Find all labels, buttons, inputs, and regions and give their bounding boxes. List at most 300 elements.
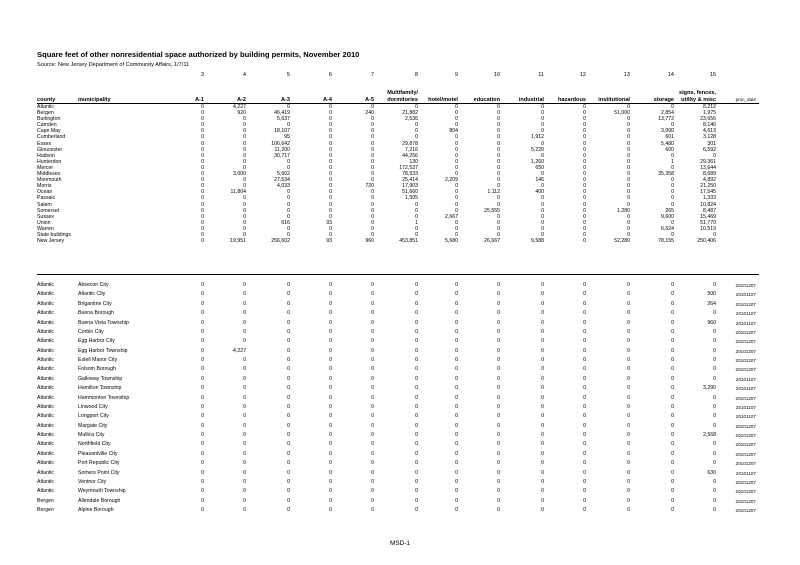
cell-institutional: 0 [627,282,630,288]
cell-a2: 0 [243,403,246,410]
column-number-14: 14 [667,72,674,78]
cell-a5: 0 [371,357,374,363]
cell-storage: 0 [671,441,674,448]
cell-a2: 0 [243,300,246,307]
cell-institutional: 0 [627,213,630,220]
cell-hazardous: 0 [583,432,586,438]
cell-hotel-motel: 0 [455,478,458,485]
proc-date: 20101207 [735,329,756,335]
municipality-name: Absecon City [78,282,109,288]
cell-a4: 0 [329,469,332,476]
cell-a4: 0 [329,134,332,141]
cell-multifamily: 0 [415,450,418,457]
municipality-name: Corbin City [78,328,104,335]
cell-hazardous: 0 [583,134,586,141]
cell-institutional: 0 [627,158,630,165]
cell-a1: 0 [201,310,204,317]
cell-a1: 0 [201,432,204,438]
cell-industrial: 0 [541,338,544,345]
cell-hotel-motel: 804 [449,128,458,135]
cell-a1: 0 [201,122,204,129]
cell-a2: 0 [243,375,246,382]
municipality-name: Ventnor City [78,478,107,485]
county-name: Atlantic [37,357,55,363]
cell-a2: 0 [243,432,246,438]
cell-storage: 0 [671,195,674,202]
cell-a3: 0 [287,310,290,317]
cell-storage: 0 [671,152,674,159]
cell-storage: 0 [671,478,674,485]
cell-multifamily: 0 [415,207,418,214]
cell-hotel-motel: 0 [455,328,458,335]
cell-industrial: 0 [541,328,544,335]
cell-institutional: 0 [627,441,630,448]
cell-multifamily: 0 [415,385,418,392]
cell-multifamily: 0 [415,432,418,438]
cell-a3: 0 [287,432,290,438]
cell-institutional: 0 [627,177,630,184]
cell-education: 0 [497,366,500,373]
cell-hotel-motel: 0 [455,497,458,504]
cell-industrial: 0 [541,140,544,147]
cell-education: 0 [497,140,500,147]
cell-education: 0 [497,164,500,171]
cell-hotel-motel: 0 [455,140,458,147]
cell-a1: 0 [201,375,204,382]
municipality-name: Hammonton Township [78,394,130,401]
cell-hotel-motel: 0 [455,310,458,317]
cell-multifamily: 0 [415,213,418,220]
column-number-15: 15 [709,72,716,78]
cell-industrial: 0 [541,122,544,129]
proc-date: 20101207 [735,498,756,504]
cell-hotel-motel: 0 [455,441,458,448]
table-row [0,403,800,412]
cell-a2: 0 [243,116,246,123]
cell-hazardous: 0 [583,104,586,110]
cell-hazardous: 0 [583,183,586,190]
cell-hotel-motel: 0 [455,171,458,178]
cell-storage: 0 [671,310,674,317]
cell-a3: 0 [287,469,290,476]
cell-a3: 0 [287,291,290,298]
cell-industrial: 650 [535,164,544,171]
cell-a2: 0 [243,134,246,141]
table-row [0,319,800,328]
cell-hazardous: 0 [583,140,586,147]
cell-hotel-motel: 0 [455,291,458,298]
cell-storage: 0 [671,300,674,307]
cell-a3: 616 [281,219,290,226]
cell-a3: 0 [287,338,290,345]
column-number-row [0,72,800,80]
cell-hazardous: 0 [583,219,586,226]
cell-hazardous: 0 [583,128,586,135]
cell-a2: 0 [243,338,246,345]
cell-a4: 0 [329,291,332,298]
cell-a1: 0 [201,357,204,363]
cell-institutional: 0 [627,291,630,298]
county-name: Cape May [37,128,61,135]
cell-a4: 0 [329,375,332,382]
table-row [0,506,800,515]
cell-a3: 0 [287,497,290,504]
cell-multifamily: 1,505 [405,195,418,202]
cell-education: 0 [497,441,500,448]
cell-industrial: 0 [541,347,544,354]
county-name: Atlantic [37,488,55,495]
cell-a4: 0 [329,488,332,495]
cell-signs-utility-misc: 0 [713,347,716,354]
cell-a4: 0 [329,338,332,345]
cell-hotel-motel: 0 [455,195,458,202]
cell-institutional: 0 [627,375,630,382]
cell-a5: 0 [371,413,374,420]
cell-education: 0 [497,219,500,226]
cell-a4: 0 [329,450,332,457]
cell-a1: 0 [201,291,204,298]
municipality-name: Buena Borough [78,310,115,317]
cell-a3: 0 [287,328,290,335]
cell-education: 0 [497,460,500,467]
cell-multifamily: 1 [415,219,418,226]
cell-education: 0 [497,469,500,476]
cell-a1: 0 [201,177,204,184]
cell-storage: 1 [671,158,674,165]
cell-signs-utility-misc: 0 [713,366,716,373]
cell-storage: 3,000 [661,128,674,135]
cell-storage: 0 [671,183,674,190]
municipality-name: Allendale Borough [78,497,121,504]
column-number-3: 3 [200,72,204,78]
cell-signs-utility-misc: 10,824 [700,201,716,208]
county-name: Ocean [37,189,53,196]
column-number-7: 7 [370,72,374,78]
cell-hazardous: 0 [583,366,586,373]
cell-a4: 0 [329,128,332,135]
cell-hotel-motel: 0 [455,403,458,410]
table-row [0,422,800,431]
cell-education: 0 [497,195,500,202]
proc-date: 20101207 [735,395,756,401]
table-row [0,459,800,468]
municipality-name: Northfield City [78,441,111,448]
cell-a5: 0 [371,450,374,457]
cell-hazardous: 0 [583,488,586,495]
proc-date: 20101207 [735,301,756,307]
cell-storage: 0 [671,338,674,345]
county-row [0,238,800,244]
cell-a5: 0 [371,394,374,401]
cell-hazardous: 0 [583,394,586,401]
cell-storage: 0 [671,177,674,184]
cell-storage: 0 [671,357,674,363]
cell-a4: 0 [329,183,332,190]
cell-a4: 0 [329,171,332,178]
cell-a5: 0 [371,291,374,298]
cell-signs-utility-misc: 6,592 [703,146,716,153]
cell-a1: 0 [201,282,204,288]
cell-signs-utility-misc: 960 [707,319,716,326]
cell-signs-utility-misc: 0 [713,282,716,288]
cell-a3: 27,534 [274,177,290,184]
cell-hazardous: 0 [583,177,586,184]
cell-a5: 0 [371,195,374,202]
cell-a2: 0 [243,225,246,232]
cell-a3: 0 [287,488,290,495]
cell-industrial: 0 [541,207,544,214]
cell-a4: 0 [329,347,332,354]
cell-industrial: 0 [541,375,544,382]
cell-a3: 0 [287,422,290,429]
cell-signs-utility-misc: 0 [713,497,716,504]
cell-institutional: 0 [627,122,630,129]
cell-hotel-motel: 0 [455,116,458,123]
header-municipality: municipality [78,97,111,103]
cell-education: 0 [497,116,500,123]
cell-multifamily: 0 [415,310,418,317]
cell-hotel-motel: 0 [455,347,458,354]
cell-multifamily: 0 [415,319,418,326]
cell-industrial: 0 [541,201,544,208]
cell-industrial: 0 [541,394,544,401]
cell-hotel-motel: 0 [455,300,458,307]
cell-storage: 0 [671,282,674,288]
cell-a3: 0 [287,394,290,401]
cell-institutional: 51,000 [614,110,630,117]
cell-a3: 0 [287,385,290,392]
table-row [0,450,800,459]
cell-storage: 0 [671,122,674,129]
cell-education: 0 [497,310,500,317]
cell-a5: 0 [371,300,374,307]
column-number-13: 13 [623,72,630,78]
cell-hazardous: 0 [583,122,586,129]
cell-signs-utility-misc: 2,568 [703,432,716,438]
cell-industrial: 0 [541,460,544,467]
cell-a3: 0 [287,478,290,485]
source-note: Source: New Jersey Department of Community Affairs, 1/7/11 [37,62,190,68]
cell-institutional: 0 [627,413,630,420]
cell-a4: 0 [329,441,332,448]
cell-a4: 0 [329,497,332,504]
cell-a5: 0 [371,201,374,208]
cell-a4: 0 [329,413,332,420]
cell-storage: 0 [671,189,674,196]
table-row [0,356,800,365]
cell-institutional: 0 [627,104,630,110]
cell-storage: 6,624 [661,225,674,232]
cell-a4: 0 [329,385,332,392]
cell-a2: 0 [243,146,246,153]
cell-signs-utility-misc: 250,406 [697,238,716,245]
cell-multifamily: 0 [415,394,418,401]
county-name: Atlantic [37,450,55,457]
municipality-name: Alpine Borough [78,507,114,513]
cell-a2: 11,804 [230,189,246,196]
cell-institutional: 0 [627,385,630,392]
cell-multifamily: 21,882 [402,110,418,117]
proc-date: 20101207 [735,367,756,373]
cell-institutional: 0 [627,183,630,190]
cell-a2: 0 [243,394,246,401]
cell-institutional: 0 [627,497,630,504]
cell-a4: 0 [329,104,332,110]
county-name: State buildings [37,231,72,238]
column-number-4: 4 [242,72,246,78]
cell-a3: 30,717 [274,152,290,159]
cell-a5: 0 [371,422,374,429]
cell-signs-utility-misc: 4,613 [703,128,716,135]
cell-hotel-motel: 0 [455,450,458,457]
proc-date: 20101107 [735,404,756,410]
cell-hotel-motel: 0 [455,507,458,513]
cell-education: 0 [497,413,500,420]
cell-signs-utility-misc: 0 [713,310,716,317]
cell-a4: 0 [329,201,332,208]
header-proc-date: proc_date [735,97,756,102]
cell-signs-utility-misc: 3,290 [703,385,716,392]
cell-a3: 0 [287,347,290,354]
cell-hotel-motel: 5,680 [445,238,458,245]
county-name: Atlantic [37,422,55,429]
cell-multifamily: 0 [415,469,418,476]
cell-multifamily: 0 [415,231,418,238]
cell-a3: 0 [287,357,290,363]
cell-hazardous: 0 [583,385,586,392]
cell-a4: 0 [329,310,332,317]
cell-education: 0 [497,171,500,178]
cell-storage: 0 [671,450,674,457]
cell-hotel-motel: 0 [455,164,458,171]
cell-a1: 0 [201,469,204,476]
cell-hazardous: 0 [583,469,586,476]
header-education: education [473,97,500,103]
cell-industrial: 0 [541,116,544,123]
cell-education: 0 [497,422,500,429]
cell-a4: 0 [329,158,332,165]
proc-date: 20101107 [735,292,756,298]
cell-institutional: 0 [627,116,630,123]
cell-hazardous: 0 [583,164,586,171]
cell-multifamily: 0 [415,422,418,429]
cell-multifamily: 44,256 [402,152,418,159]
cell-hotel-motel: 0 [455,469,458,476]
cell-a5: 0 [371,158,374,165]
proc-date: 20101207 [735,461,756,467]
cell-education: 0 [497,319,500,326]
cell-education: 0 [497,152,500,159]
cell-storage: 0 [671,164,674,171]
cell-institutional: 0 [627,338,630,345]
cell-institutional: 0 [627,164,630,171]
cell-signs-utility-misc: 1,975 [703,110,716,117]
cell-multifamily: 0 [415,441,418,448]
county-summary-table [0,104,800,244]
cell-hazardous: 0 [583,422,586,429]
cell-a2: 0 [243,140,246,147]
municipality-name: Port Republic City [78,460,120,467]
cell-institutional: 0 [627,231,630,238]
county-name: Camden [37,122,57,129]
cell-education: 26,667 [484,238,500,245]
cell-education: 0 [497,177,500,184]
cell-education: 0 [497,225,500,232]
cell-hazardous: 0 [583,213,586,220]
municipality-name: Brigantine City [78,300,112,307]
cell-a5: 0 [371,164,374,171]
header-a1: A-1 [194,97,204,103]
cell-a2: 0 [243,164,246,171]
cell-education: 0 [497,213,500,220]
header-signs-fences: signs, fences, [679,90,716,96]
cell-institutional: 0 [627,140,630,147]
cell-signs-utility-misc: 8,689 [703,171,716,178]
cell-a1: 0 [201,140,204,147]
cell-a4: 0 [329,213,332,220]
county-name: Atlantic [37,460,55,467]
cell-hazardous: 0 [583,207,586,214]
cell-education: 0 [497,403,500,410]
municipality-name: Margate City [78,422,108,429]
cell-signs-utility-misc: 0 [713,422,716,429]
cell-education: 0 [497,201,500,208]
cell-a1: 0 [201,338,204,345]
cell-a4: 0 [329,110,332,117]
cell-a4: 0 [329,328,332,335]
cell-hazardous: 0 [583,189,586,196]
proc-date: 20101207 [735,339,756,345]
cell-storage: 0 [671,328,674,335]
cell-a3: 0 [287,460,290,467]
proc-date: 20101207 [735,358,756,363]
cell-multifamily: 0 [415,104,418,110]
table-row [0,365,800,374]
header-utility-misc: utility & misc [681,97,716,103]
county-name: Atlantic [37,394,55,401]
cell-signs-utility-misc: 10,519 [700,225,716,232]
header-industrial: industrial [518,97,544,103]
cell-a5: 0 [371,177,374,184]
cell-hotel-motel: 0 [455,207,458,214]
cell-storage: 601 [665,134,674,141]
table-row [0,431,800,440]
cell-a4: 0 [329,403,332,410]
cell-institutional: 0 [627,128,630,135]
cell-industrial: 0 [541,219,544,226]
cell-institutional: 0 [627,347,630,354]
proc-date: 20101207 [735,451,756,457]
cell-institutional: 0 [627,319,630,326]
column-number-8: 8 [414,72,418,78]
cell-hotel-motel: 0 [455,366,458,373]
table-row [0,347,800,356]
cell-multifamily: 0 [415,122,418,129]
proc-date: 20101107 [735,320,756,326]
cell-signs-utility-misc: 0 [713,450,716,457]
cell-hazardous: 0 [583,375,586,382]
cell-a2: 0 [243,207,246,214]
cell-a1: 0 [201,422,204,429]
cell-signs-utility-misc: 8,212 [703,104,716,110]
cell-a3: 0 [287,164,290,171]
cell-industrial: 0 [541,432,544,438]
cell-signs-utility-misc: 21,250 [700,183,716,190]
county-name: Atlantic [37,319,55,326]
cell-signs-utility-misc: 0 [713,152,716,159]
cell-a3: 0 [287,366,290,373]
cell-hazardous: 0 [583,507,586,513]
